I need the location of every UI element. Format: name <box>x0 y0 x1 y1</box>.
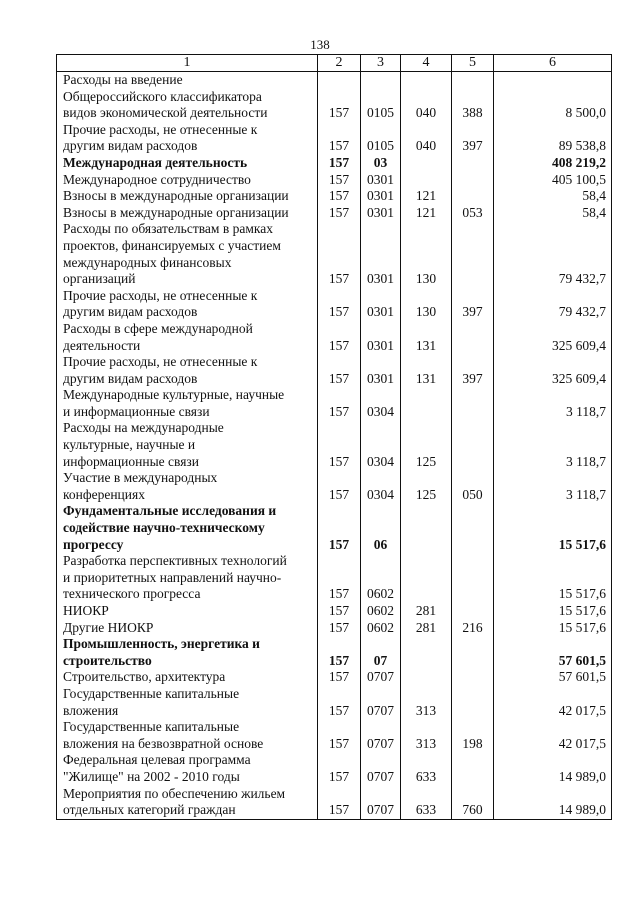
row-name <box>57 470 318 503</box>
row-expense-type-code: 053 <box>452 205 494 222</box>
row-expense-type-code <box>452 420 494 470</box>
row-name-line: деятельности <box>63 337 141 353</box>
table-row <box>57 636 612 669</box>
row-name <box>57 205 318 222</box>
table-row <box>57 122 612 155</box>
row-name-line: Участие в международных <box>63 470 218 486</box>
row-section-code: 0105 <box>361 72 401 122</box>
row-name-line: информационные связи <box>63 453 199 469</box>
row-amount: 58,4 <box>494 205 612 222</box>
table-row <box>57 205 612 222</box>
row-name-line: Расходы в сфере международной <box>63 320 253 336</box>
row-expense-type-code: 388 <box>452 72 494 122</box>
row-name-line: Международная деятельность <box>63 154 248 170</box>
row-name-line: международных финансовых <box>63 254 232 270</box>
row-name-line: другим видам расходов <box>63 370 198 386</box>
table-row <box>57 503 612 553</box>
row-name <box>57 288 318 321</box>
column-header-expense-type: 5 <box>452 55 494 72</box>
table-row <box>57 288 612 321</box>
row-name <box>57 786 318 820</box>
row-name-line: Взносы в международные организации <box>63 188 289 204</box>
row-target-item-code <box>401 172 452 189</box>
table-row <box>57 354 612 387</box>
row-ministry-code: 157 <box>318 719 361 752</box>
column-header-ministry: 2 <box>318 55 361 72</box>
header-row <box>57 55 612 72</box>
row-ministry-code: 157 <box>318 221 361 287</box>
row-name-line: строительство <box>63 652 152 668</box>
row-section-code: 0301 <box>361 321 401 354</box>
row-amount: 3 118,7 <box>494 387 612 420</box>
row-target-item-code: 281 <box>401 603 452 620</box>
table-row <box>57 72 612 122</box>
row-target-item-code: 130 <box>401 221 452 287</box>
row-amount: 14 989,0 <box>494 752 612 785</box>
row-name <box>57 636 318 669</box>
row-amount: 42 017,5 <box>494 686 612 719</box>
row-name-line: технического прогресса <box>63 586 201 602</box>
row-name-line: Промышленность, энергетика и <box>63 636 260 652</box>
row-expense-type-code <box>452 636 494 669</box>
row-name-line: Прочие расходы, не отнесенные к <box>63 354 258 370</box>
table-row <box>57 172 612 189</box>
table-row <box>57 155 612 172</box>
table-row <box>57 321 612 354</box>
row-amount: 79 432,7 <box>494 288 612 321</box>
row-name-line: вложения на безвозвратной основе <box>63 735 264 751</box>
row-amount: 325 609,4 <box>494 321 612 354</box>
table-row <box>57 387 612 420</box>
row-name <box>57 620 318 637</box>
column-header-amount: 6 <box>494 55 612 72</box>
row-name <box>57 188 318 205</box>
row-name-line: вложения <box>63 702 119 718</box>
row-amount: 3 118,7 <box>494 420 612 470</box>
row-section-code: 0301 <box>361 221 401 287</box>
row-section-code: 0301 <box>361 172 401 189</box>
row-expense-type-code <box>452 752 494 785</box>
row-name-line: Расходы на введение <box>63 72 183 87</box>
table-row <box>57 553 612 603</box>
row-name-line: содействие научно-техническому <box>63 520 265 536</box>
row-target-item-code: 313 <box>401 719 452 752</box>
row-amount: 57 601,5 <box>494 669 612 686</box>
row-ministry-code: 157 <box>318 669 361 686</box>
row-amount: 325 609,4 <box>494 354 612 387</box>
row-name-line: Строительство, архитектура <box>63 669 226 685</box>
row-expense-type-code <box>452 155 494 172</box>
row-amount: 405 100,5 <box>494 172 612 189</box>
table-row <box>57 719 612 752</box>
row-expense-type-code <box>452 669 494 686</box>
table-row <box>57 603 612 620</box>
row-ministry-code: 157 <box>318 636 361 669</box>
row-name <box>57 387 318 420</box>
row-name <box>57 603 318 620</box>
row-amount: 89 538,8 <box>494 122 612 155</box>
row-name <box>57 553 318 603</box>
row-name-line: Общероссийского классификатора <box>63 88 262 104</box>
row-name-line: прогрессу <box>63 536 124 552</box>
row-name <box>57 221 318 287</box>
row-expense-type-code <box>452 686 494 719</box>
row-target-item-code <box>401 553 452 603</box>
row-name-line: Расходы на международные <box>63 420 224 436</box>
row-amount: 42 017,5 <box>494 719 612 752</box>
row-name-line: проектов, финансируемых с участием <box>63 237 281 253</box>
row-name <box>57 669 318 686</box>
row-expense-type-code: 216 <box>452 620 494 637</box>
row-expense-type-code <box>452 603 494 620</box>
row-amount: 408 219,2 <box>494 155 612 172</box>
row-name-line: Международное сотрудничество <box>63 171 251 187</box>
row-amount: 8 500,0 <box>494 72 612 122</box>
row-name <box>57 354 318 387</box>
row-section-code: 0707 <box>361 669 401 686</box>
row-ministry-code: 157 <box>318 122 361 155</box>
row-section-code: 0707 <box>361 719 401 752</box>
row-target-item-code <box>401 636 452 669</box>
row-name <box>57 503 318 553</box>
row-amount: 15 517,6 <box>494 553 612 603</box>
row-section-code: 0301 <box>361 188 401 205</box>
row-target-item-code: 281 <box>401 620 452 637</box>
row-section-code: 07 <box>361 636 401 669</box>
row-section-code: 0304 <box>361 420 401 470</box>
table-row <box>57 669 612 686</box>
row-ministry-code: 157 <box>318 72 361 122</box>
row-ministry-code: 157 <box>318 354 361 387</box>
row-target-item-code: 121 <box>401 188 452 205</box>
row-expense-type-code <box>452 553 494 603</box>
row-name-line: культурные, научные и <box>63 437 196 453</box>
row-section-code: 0602 <box>361 553 401 603</box>
row-amount: 15 517,6 <box>494 503 612 553</box>
row-expense-type-code: 397 <box>452 122 494 155</box>
row-expense-type-code <box>452 172 494 189</box>
row-ministry-code: 157 <box>318 786 361 820</box>
row-target-item-code: 633 <box>401 752 452 785</box>
row-target-item-code <box>401 669 452 686</box>
row-expense-type-code <box>452 188 494 205</box>
row-ministry-code: 157 <box>318 188 361 205</box>
row-name-line: Разработка перспективных технологий <box>63 553 287 569</box>
row-expense-type-code <box>452 321 494 354</box>
budget-table <box>56 54 612 820</box>
row-ministry-code: 157 <box>318 603 361 620</box>
table-row <box>57 752 612 785</box>
row-section-code: 0301 <box>361 354 401 387</box>
row-ministry-code: 157 <box>318 155 361 172</box>
table-row <box>57 786 612 820</box>
row-name-line: Прочие расходы, не отнесенные к <box>63 121 258 137</box>
row-section-code: 0707 <box>361 686 401 719</box>
row-name <box>57 719 318 752</box>
table-row <box>57 221 612 287</box>
row-expense-type-code <box>452 503 494 553</box>
table-header <box>57 55 612 72</box>
row-amount: 15 517,6 <box>494 620 612 637</box>
row-name-line: Мероприятия по обеспечению жильем <box>63 785 286 801</box>
row-ministry-code: 157 <box>318 470 361 503</box>
column-header-name: 1 <box>57 55 318 72</box>
row-target-item-code: 131 <box>401 354 452 387</box>
row-ministry-code: 157 <box>318 205 361 222</box>
row-name <box>57 752 318 785</box>
row-amount: 57 601,5 <box>494 636 612 669</box>
table-row <box>57 420 612 470</box>
row-target-item-code <box>401 155 452 172</box>
row-name-line: НИОКР <box>63 603 109 618</box>
row-target-item-code: 040 <box>401 72 452 122</box>
row-ministry-code: 157 <box>318 620 361 637</box>
row-target-item-code: 121 <box>401 205 452 222</box>
table-row <box>57 470 612 503</box>
row-ministry-code: 157 <box>318 321 361 354</box>
row-name <box>57 72 318 122</box>
row-amount: 15 517,6 <box>494 603 612 620</box>
row-section-code: 0602 <box>361 620 401 637</box>
table-row <box>57 686 612 719</box>
row-expense-type-code: 198 <box>452 719 494 752</box>
row-name-line: Расходы по обязательствам в рамках <box>63 221 273 237</box>
row-name-line: Прочие расходы, не отнесенные к <box>63 287 258 303</box>
row-name <box>57 420 318 470</box>
row-target-item-code: 131 <box>401 321 452 354</box>
row-name-line: организаций <box>63 271 136 287</box>
column-header-target-item: 4 <box>401 55 452 72</box>
row-name-line: и приоритетных направлений научно- <box>63 569 282 585</box>
row-target-item-code: 040 <box>401 122 452 155</box>
row-name-line: другим видам расходов <box>63 304 198 320</box>
row-name <box>57 321 318 354</box>
row-ministry-code: 157 <box>318 503 361 553</box>
row-section-code: 0105 <box>361 122 401 155</box>
row-target-item-code: 313 <box>401 686 452 719</box>
row-ministry-code: 157 <box>318 553 361 603</box>
row-name-line: Государственные капитальные <box>63 719 240 735</box>
row-target-item-code: 130 <box>401 288 452 321</box>
row-name-line: видов экономической деятельности <box>63 105 268 121</box>
row-target-item-code: 125 <box>401 420 452 470</box>
row-name-line: конференциях <box>63 486 145 502</box>
row-expense-type-code <box>452 221 494 287</box>
row-amount: 3 118,7 <box>494 470 612 503</box>
row-name-line: отдельных категорий граждан <box>63 802 236 818</box>
table-row <box>57 620 612 637</box>
row-name <box>57 155 318 172</box>
row-name-line: Государственные капитальные <box>63 685 240 701</box>
row-section-code: 0301 <box>361 288 401 321</box>
row-name-line: другим видам расходов <box>63 138 198 154</box>
row-section-code: 0301 <box>361 205 401 222</box>
row-expense-type-code: 050 <box>452 470 494 503</box>
row-section-code: 0304 <box>361 387 401 420</box>
row-expense-type-code <box>452 387 494 420</box>
row-section-code: 0304 <box>361 470 401 503</box>
row-name <box>57 686 318 719</box>
column-header-section: 3 <box>361 55 401 72</box>
row-expense-type-code: 397 <box>452 354 494 387</box>
row-name-line: "Жилище" на 2002 - 2010 годы <box>63 768 240 784</box>
row-expense-type-code: 760 <box>452 786 494 820</box>
row-target-item-code: 125 <box>401 470 452 503</box>
row-expense-type-code: 397 <box>452 288 494 321</box>
row-section-code: 03 <box>361 155 401 172</box>
row-name-line: Международные культурные, научные <box>63 387 285 403</box>
row-name <box>57 172 318 189</box>
row-section-code: 0707 <box>361 752 401 785</box>
row-section-code: 0602 <box>361 603 401 620</box>
row-target-item-code: 633 <box>401 786 452 820</box>
row-ministry-code: 157 <box>318 387 361 420</box>
row-ministry-code: 157 <box>318 420 361 470</box>
row-amount: 58,4 <box>494 188 612 205</box>
table-body <box>57 72 612 820</box>
row-section-code: 06 <box>361 503 401 553</box>
row-amount: 79 432,7 <box>494 221 612 287</box>
row-name-line: Фундаментальные исследования и <box>63 503 277 519</box>
page-number: 138 <box>310 37 330 52</box>
row-target-item-code <box>401 387 452 420</box>
row-target-item-code <box>401 503 452 553</box>
row-ministry-code: 157 <box>318 288 361 321</box>
row-ministry-code: 157 <box>318 172 361 189</box>
row-name-line: Взносы в международные организации <box>63 204 289 220</box>
table-row <box>57 188 612 205</box>
row-name <box>57 122 318 155</box>
row-name-line: Федеральная целевая программа <box>63 752 251 768</box>
row-ministry-code: 157 <box>318 686 361 719</box>
row-name-line: Другие НИОКР <box>63 619 154 635</box>
row-ministry-code: 157 <box>318 752 361 785</box>
row-name-line: и информационные связи <box>63 403 210 419</box>
row-amount: 14 989,0 <box>494 786 612 820</box>
row-section-code: 0707 <box>361 786 401 820</box>
